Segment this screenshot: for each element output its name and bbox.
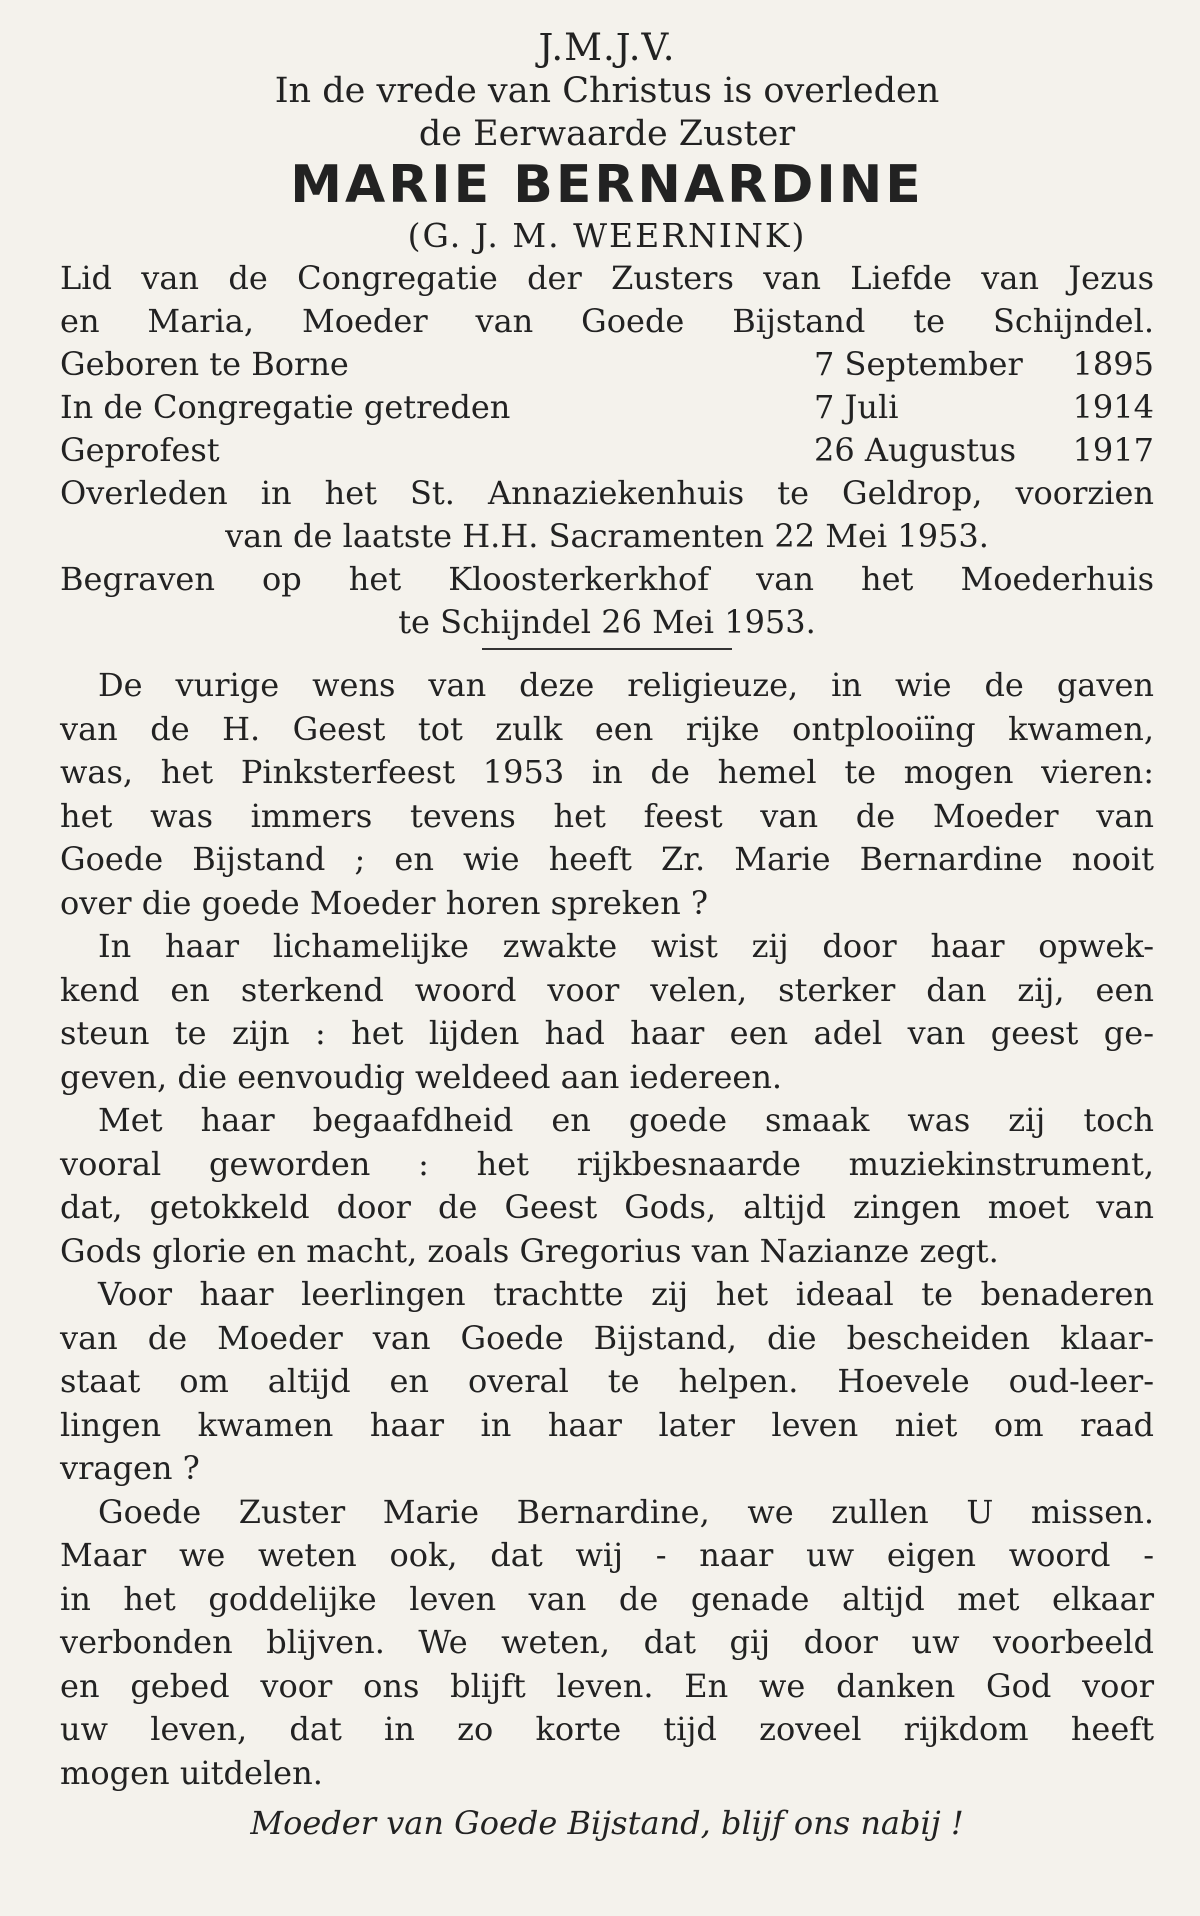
body-line: van de Moeder van Goede Bijstand, die bescheiden klaar- — [60, 1318, 1154, 1357]
body-line: staat om altijd en overal te helpen. Hoevele oud-leer- — [60, 1362, 1154, 1400]
body-paragraph — [60, 925, 1154, 1099]
date-value — [814, 429, 1154, 472]
body-line: dat, getokkeld door de Geest Gods, altijd zingen moet van — [60, 1188, 1154, 1226]
date-year: 1895 — [1072, 345, 1154, 383]
divider — [482, 648, 732, 650]
body-line: Met haar begaafdheid en goede smaak was zij toch — [98, 1101, 1154, 1139]
body-line: over die goede Moeder horen spreken ? — [60, 883, 709, 922]
body-line: In haar lichamelijke zwakte wist zij door haar opwek- — [98, 927, 1154, 965]
date-value — [814, 343, 1154, 386]
intro-line: In de vrede van Christus is overleden — [274, 71, 940, 111]
body-line: De vurige wens van deze religieuze, in wie de gaven — [98, 666, 1154, 704]
body-line: van de H. Geest tot zulk een rijke ontplooiïng kwamen, — [60, 709, 1154, 748]
date-year: 1917 — [1072, 431, 1154, 469]
membership-line: en Maria, Moeder van Goede Bijstand te Schijndel. — [60, 302, 1154, 340]
dates-list — [60, 343, 1154, 472]
date-label: In de Congregatie getreden — [60, 388, 511, 426]
body-line: verbonden blijven. We weten, dat gij door uw voorbeeld — [60, 1623, 1154, 1661]
date-label: Geprofest — [60, 431, 220, 469]
body-line: vooral geworden : het rijkbesnaarde muziekinstrument, — [60, 1144, 1154, 1183]
membership-line: Lid van de Congregatie der Zusters van Liefde van Jezus — [60, 259, 1154, 297]
body-line: Gods glorie en macht, zoals Gregorius van Nazianze zegt. — [60, 1231, 999, 1270]
body-line: vragen ? — [60, 1449, 200, 1487]
body-line: in het goddelijke leven van de genade altijd met elkaar — [60, 1579, 1154, 1618]
membership-block — [60, 257, 1154, 343]
body-paragraph — [60, 1491, 1154, 1796]
body-line: en gebed voor ons blijft leven. En we danken God voor — [60, 1666, 1154, 1705]
closing-prayer: Moeder van Goede Bijstand, blijf ons nabij ! — [250, 1804, 964, 1842]
body-paragraph — [60, 1273, 1154, 1491]
burial-line: te Schijndel 26 Mei 1953. — [398, 603, 816, 641]
body-line: mogen uitdelen. — [60, 1753, 323, 1792]
date-row-entry — [60, 386, 1154, 429]
body-line: kend en sterkend woord voor velen, sterker dan zij, een — [60, 970, 1154, 1009]
body-line: uw leven, dat in zo korte tijd zoveel rijkdom heeft — [60, 1710, 1154, 1748]
civil-name: (G. J. M. WEERNINK) — [407, 216, 807, 255]
body-paragraph — [60, 664, 1154, 925]
body-line: Voor haar leerlingen trachtte zij het ideaal te benaderen — [98, 1275, 1154, 1313]
date-label: Geboren te Borne — [60, 345, 349, 383]
body-paragraph — [60, 1099, 1154, 1273]
body-line: was, het Pinksterfeest 1953 in de hemel te mogen vieren: — [60, 753, 1154, 791]
date-day-month: 26 Augustus — [814, 431, 1017, 469]
death-line: Overleden in het St. Annaziekenhuis te Geldrop, voorzien — [60, 474, 1154, 512]
monogram: J.M.J.V. — [538, 26, 676, 69]
date-row-birth — [60, 343, 1154, 386]
date-row-profession — [60, 429, 1154, 472]
date-value — [814, 386, 1154, 429]
date-day-month: 7 Juli — [814, 388, 899, 426]
body-line: lingen kwamen haar in haar later leven niet om raad — [60, 1405, 1154, 1444]
date-day-month: 7 September — [814, 345, 1023, 383]
body-text — [60, 664, 1154, 1795]
body-line: Goede Bijstand ; en wie heeft Zr. Marie Bernardine nooit — [60, 840, 1154, 878]
death-line: van de laatste H.H. Sacramenten 22 Mei 1953. — [225, 517, 989, 555]
burial-line: Begraven op het Kloosterkerkhof van het Moederhuis — [60, 560, 1154, 598]
title-line: de Eerwaarde Zuster — [418, 114, 796, 154]
religious-name: MARIE BERNARDINE — [290, 155, 924, 215]
body-line: geven, die eenvoudig weldeed aan iedereen. — [60, 1057, 783, 1096]
body-line: het was immers tevens het feest van de Moeder van — [60, 796, 1154, 835]
body-line: steun te zijn : het lijden had haar een adel van geest ge- — [60, 1014, 1154, 1052]
body-line: Maar we weten ook, dat wij - naar uw eigen woord - — [60, 1536, 1154, 1574]
body-line: Goede Zuster Marie Bernardine, we zullen U missen. — [98, 1492, 1154, 1531]
date-year: 1914 — [1072, 388, 1154, 426]
